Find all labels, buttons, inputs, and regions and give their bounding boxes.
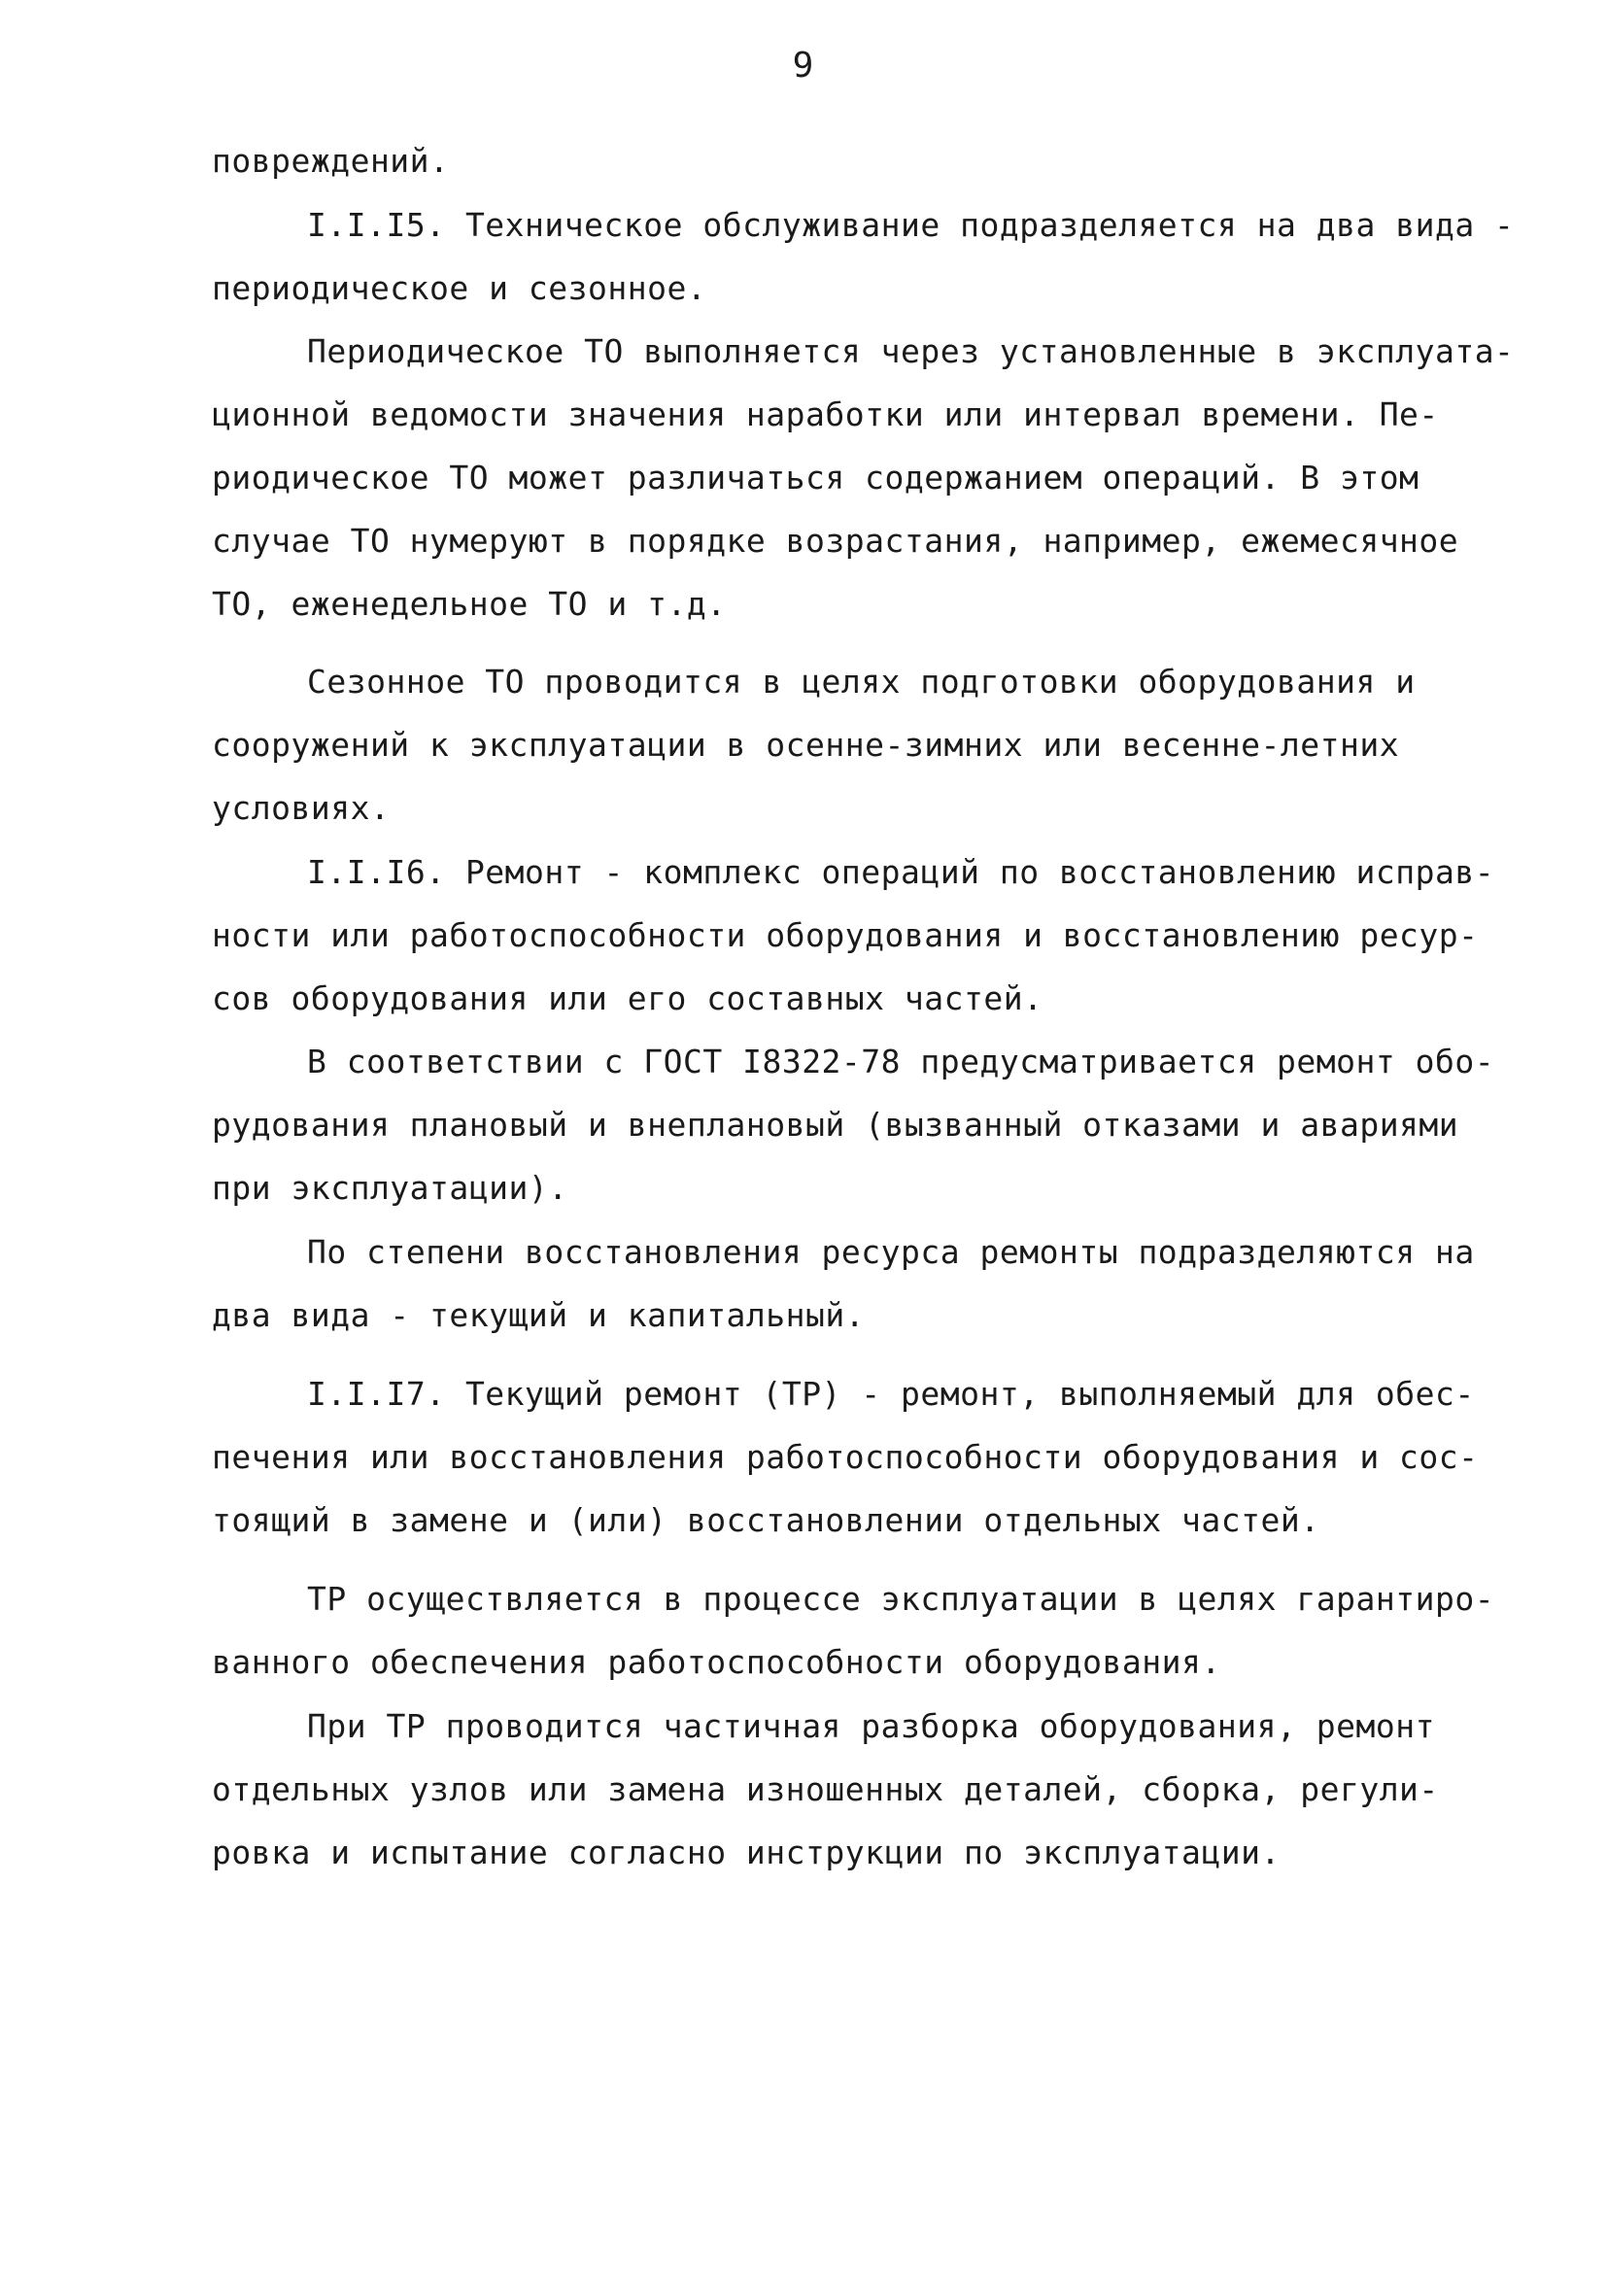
paragraph-first-line: I.I.I5. Техническое обслуживание подразделяется на два вида - [307,206,1515,244]
text-line: ционной ведомости значения наработки или интервал времени. Пе- [212,395,1439,433]
paragraph-first-line: Сезонное ТО проводится в целях подготовки оборудования и [307,663,1416,701]
paragraph-first-line: По степени восстановления ресурса ремонты подразделяются на [307,1233,1475,1271]
text-line: ванного обеспечения работоспособности оборудования. [212,1643,1221,1681]
text-line: отдельных узлов или замена изношенных деталей, сборка, регули- [212,1770,1439,1808]
text-line: ровка и испытание согласно инструкции по эксплуатации. [212,1833,1281,1871]
text-line: условиях. [212,789,391,827]
paragraph-first-line: ТР осуществляется в процессе эксплуатации в целях гарантиро- [307,1580,1495,1618]
text-line: тоящий в замене и (или) восстановлении отдельных частей. [212,1501,1320,1539]
text-line: риодическое ТО может различаться содержанием операций. В этом [212,459,1419,497]
text-line: случае ТО нумеруют в порядке возрастания, например, ежемесячное [212,522,1459,560]
text-line: два вида - текущий и капитальный. [212,1296,866,1334]
page-number: 9 [792,46,815,86]
text-line: при эксплуатации). [212,1169,568,1207]
text-line: периодическое и сезонное. [212,269,707,307]
paragraph-first-line: В соответствии с ГОСТ I8322-78 предусматривается ремонт обо- [307,1043,1495,1080]
text-line: ТО, еженедельное ТО и т.д. [212,585,727,623]
text-line: рудования плановый и внеплановый (вызванный отказами и авариями [212,1106,1459,1144]
text-line: повреждений. [212,142,450,180]
paragraph-first-line: Периодическое ТО выполняется через установленные в эксплуата- [307,332,1515,370]
text-line: сооружений к эксплуатации в осенне-зимних или весенне-летних [212,726,1400,764]
text-line: ности или работоспособности оборудования и восстановлению ресур- [212,916,1479,954]
text-line: сов оборудования или его составных частей. [212,979,1043,1017]
text-line: печения или восстановления работоспособности оборудования и сос- [212,1438,1479,1476]
paragraph-first-line: I.I.I6. Ремонт - комплекс операций по восстановлению исправ- [307,853,1495,891]
paragraph-first-line: При ТР проводится частичная разборка оборудования, ремонт [307,1707,1435,1745]
paragraph-first-line: I.I.I7. Текущий ремонт (ТР) - ремонт, выполняемый для обес- [307,1375,1475,1413]
